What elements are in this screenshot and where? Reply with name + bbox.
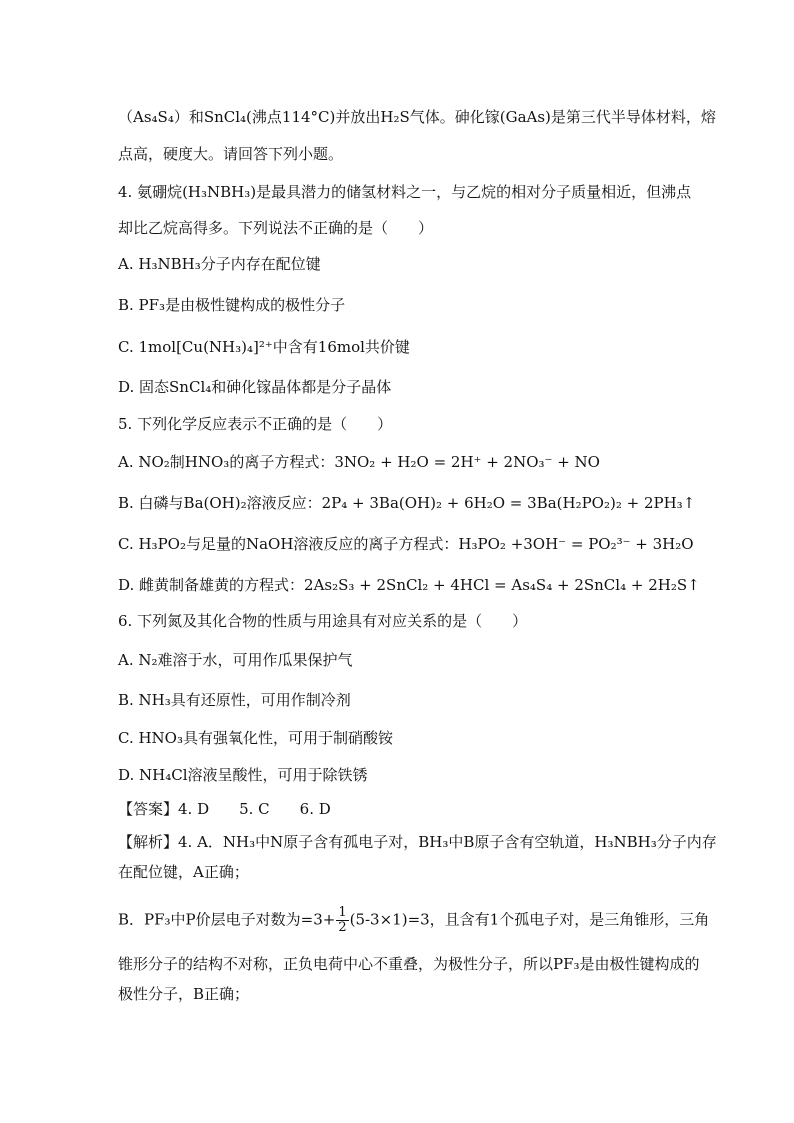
q5-option-b: B. 白磷与Ba(OH)₂溶液反应：2P₄ + 3Ba(OH)₂ + 6H₂O = 3Ba(H₂PO₂)₂ + 2PH₃↑ (118, 494, 696, 512)
analysis-line-b1 (118, 906, 709, 935)
intro-line-2: 点高，硬度大。请回答下列小题。 (118, 145, 344, 163)
analysis-b-prefix: B．PF₃中P价层电子对数为=3+ (118, 910, 336, 929)
analysis-b-suffix: (5-3×1)=3，且含有1个孤电子对，是三角锥形，三角 (349, 910, 710, 929)
analysis-line-1: 【解析】4. A．NH₃中N原子含有孤电子对，BH₃中B原子含有空轨道，H₃NBH₃分子内存 (118, 833, 717, 851)
q6-option-b: B. NH₃具有还原性，可用作制冷剂 (118, 691, 351, 709)
intro-line-1: （As₄S₄）和SnCl₄(沸点114°C)并放出H₂S气体。砷化镓(GaAs)是第三代半导体材料，熔 (118, 108, 716, 126)
analysis-line-2: 在配位键，A正确； (118, 863, 249, 881)
fraction-numerator: 1 (338, 905, 347, 920)
q6-option-a: A. N₂难溶于水，可用作瓜果保护气 (118, 651, 353, 669)
fraction-denominator: 2 (338, 920, 347, 935)
q6-stem: 6. 下列氮及其化合物的性质与用途具有对应关系的是（ ） (118, 612, 528, 630)
q4-option-a: A. H₃NBH₃分子内存在配位键 (118, 255, 321, 273)
q5-stem: 5. 下列化学反应表示不正确的是（ ） (118, 415, 393, 433)
q5-option-d: D. 雌黄制备雄黄的方程式：2As₂S₃ + 2SnCl₂ + 4HCl = As₄S₄ + 2SnCl₄ + 2H₂S↑ (118, 576, 700, 594)
q6-option-d: D. NH₄Cl溶液呈酸性，可用于除铁锈 (118, 766, 368, 784)
q4-option-c: C. 1mol[Cu(NH₃)₄]²⁺中含有16mol共价键 (118, 338, 410, 356)
q4-stem-line-1: 4. 氨硼烷(H₃NBH₃)是最具潜力的储氢材料之一，与乙烷的相对分子质量相近，但沸点 (118, 183, 692, 201)
q4-option-b: B. PF₃是由极性键构成的极性分子 (118, 296, 346, 314)
fraction-one-half (336, 906, 348, 935)
analysis-line-b2: 锥形分子的结构不对称，正负电荷中心不重叠，为极性分子，所以PF₃是由极性键构成的 (118, 955, 700, 973)
q4-stem-line-2: 却比乙烷高得多。下列说法不正确的是（ ） (118, 219, 434, 237)
analysis-line-b3: 极性分子，B正确； (118, 985, 250, 1003)
q4-option-d: D. 固态SnCl₄和砷化镓晶体都是分子晶体 (118, 378, 392, 396)
q6-option-c: C. HNO₃具有强氧化性，可用于制硝酸铵 (118, 729, 393, 747)
answer-line: 【答案】4. D 5. C 6. D (118, 800, 331, 818)
q5-option-a: A. NO₂制HNO₃的离子方程式：3NO₂ + H₂O = 2H⁺ + 2NO₃⁻ + NO (118, 453, 600, 471)
q5-option-c: C. H₃PO₂与足量的NaOH溶液反应的离子方程式：H₃PO₂ +3OH⁻ = PO₂³⁻ + 3H₂O (118, 535, 694, 553)
